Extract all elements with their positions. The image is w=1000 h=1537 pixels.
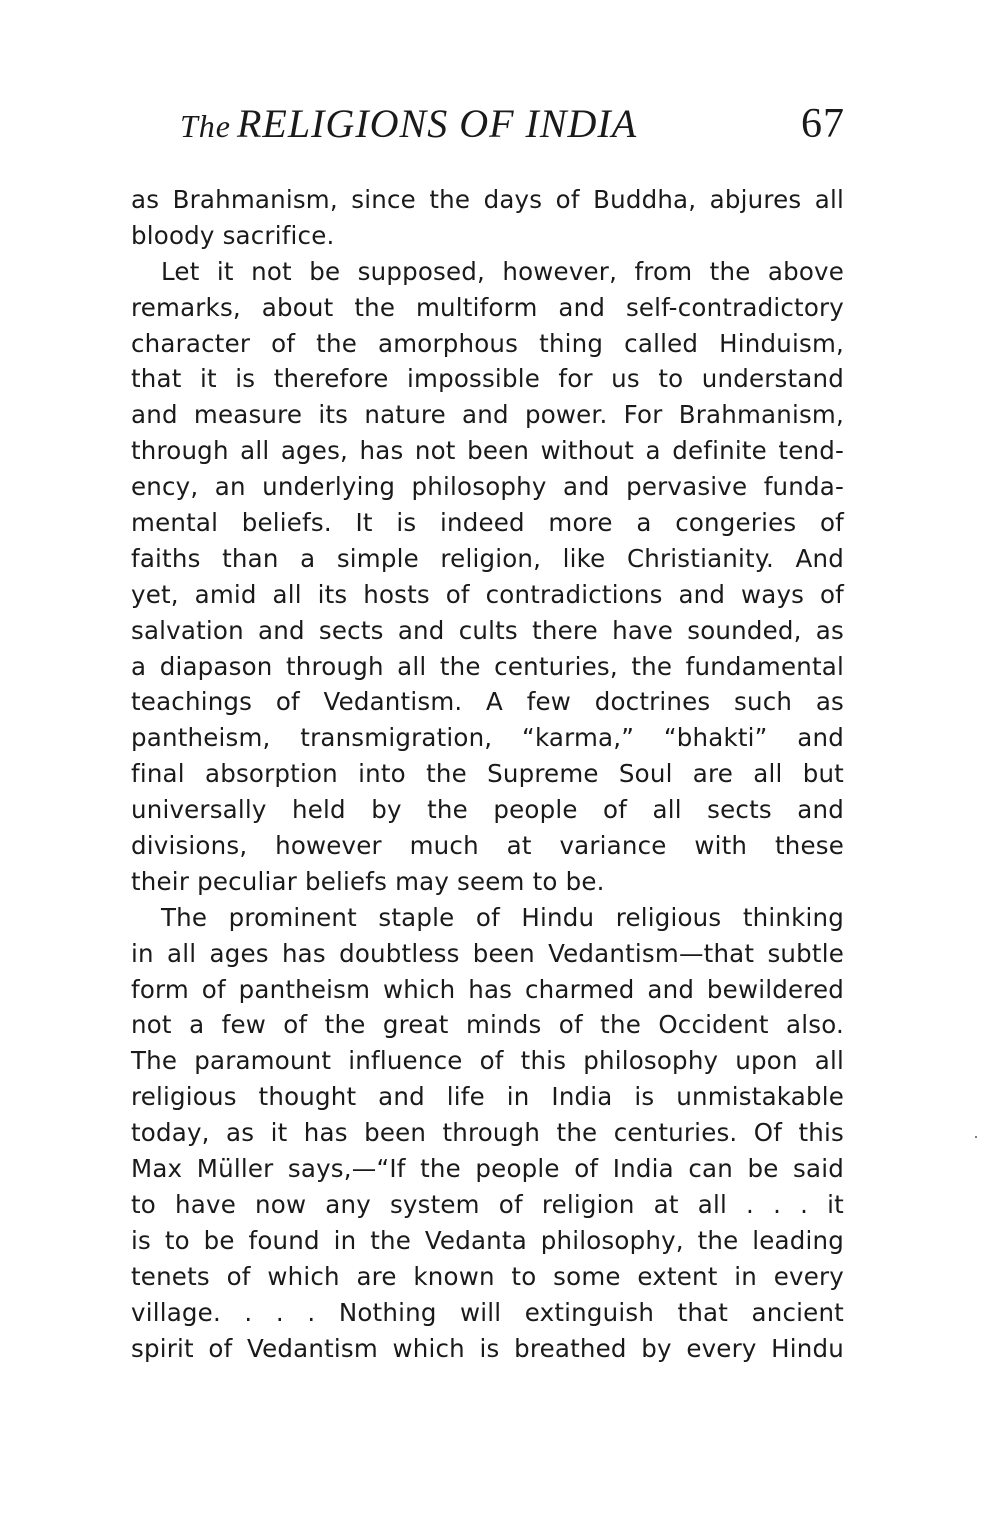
text-line: religious thought and life in India is unmistakable bbox=[131, 1082, 844, 1112]
text-line: is to be found in the Vedanta philosophy, the leading bbox=[131, 1225, 844, 1255]
running-head bbox=[180, 100, 845, 160]
text-line: ency, an underlying philosophy and pervasive funda- bbox=[131, 472, 844, 502]
text-line: salvation and sects and cults there have sounded, as bbox=[131, 615, 844, 645]
text-line: tenets of which are known to some extent in every bbox=[131, 1261, 844, 1291]
running-head-the: The bbox=[180, 108, 231, 144]
text-line: final absorption into the Supreme Soul are all but bbox=[131, 759, 844, 789]
text-line: to have now any system of religion at all . . . it bbox=[131, 1189, 844, 1219]
text-line: a diapason through all the centuries, the fundamental bbox=[131, 651, 844, 681]
text-line: yet, amid all its hosts of contradictions and ways of bbox=[131, 579, 844, 609]
running-head-title: RELIGIONS OF INDIA bbox=[237, 101, 638, 146]
margin-speck bbox=[975, 1136, 977, 1138]
text-line: as Brahmanism, since the days of Buddha, abjures all bbox=[131, 185, 844, 214]
text-line: not a few of the great minds of the Occident also. bbox=[131, 1010, 844, 1040]
text-line: their peculiar beliefs may seem to be. bbox=[131, 866, 605, 896]
text-line: mental beliefs. It is indeed more a congeries of bbox=[131, 508, 844, 538]
text-line: Max Müller says,—“If the people of India can be said bbox=[131, 1154, 844, 1184]
text-line: The prominent staple of Hindu religious thinking bbox=[161, 902, 844, 932]
text-line: teachings of Vedantism. A few doctrines such as bbox=[131, 687, 844, 717]
text-line: village. . . . Nothing will extinguish that ancient bbox=[131, 1297, 844, 1327]
text-line: in all ages has doubtless been Vedantism—that subtle bbox=[131, 938, 844, 968]
text-line: spirit of Vedantism which is breathed by every Hindu bbox=[131, 1333, 844, 1363]
text-line: today, as it has been through the centuries. Of this bbox=[131, 1118, 844, 1148]
text-line: that it is therefore impossible for us to understand bbox=[131, 364, 844, 394]
text-line: form of pantheism which has charmed and bewildered bbox=[131, 974, 844, 1004]
text-line: bloody sacrifice. bbox=[131, 220, 335, 250]
text-line: remarks, about the multiform and self-contradictory bbox=[131, 292, 844, 322]
text-line: character of the amorphous thing called Hinduism, bbox=[131, 328, 844, 358]
text-line: divisions, however much at variance with these bbox=[131, 831, 844, 861]
text-line: and measure its nature and power. For Brahmanism, bbox=[131, 400, 844, 430]
text-line: pantheism, transmigration, “karma,” “bhakti” and bbox=[131, 723, 844, 753]
page-number: 67 bbox=[801, 101, 845, 147]
text-line: through all ages, has not been without a definite tend- bbox=[131, 436, 844, 466]
text-line: universally held by the people of all sects and bbox=[131, 795, 844, 825]
text-line: faiths than a simple religion, like Christianity. And bbox=[131, 543, 844, 573]
body-text bbox=[131, 182, 844, 1366]
text-line: The paramount influence of this philosophy upon all bbox=[131, 1046, 844, 1076]
text-line: Let it not be supposed, however, from the above bbox=[161, 256, 844, 286]
